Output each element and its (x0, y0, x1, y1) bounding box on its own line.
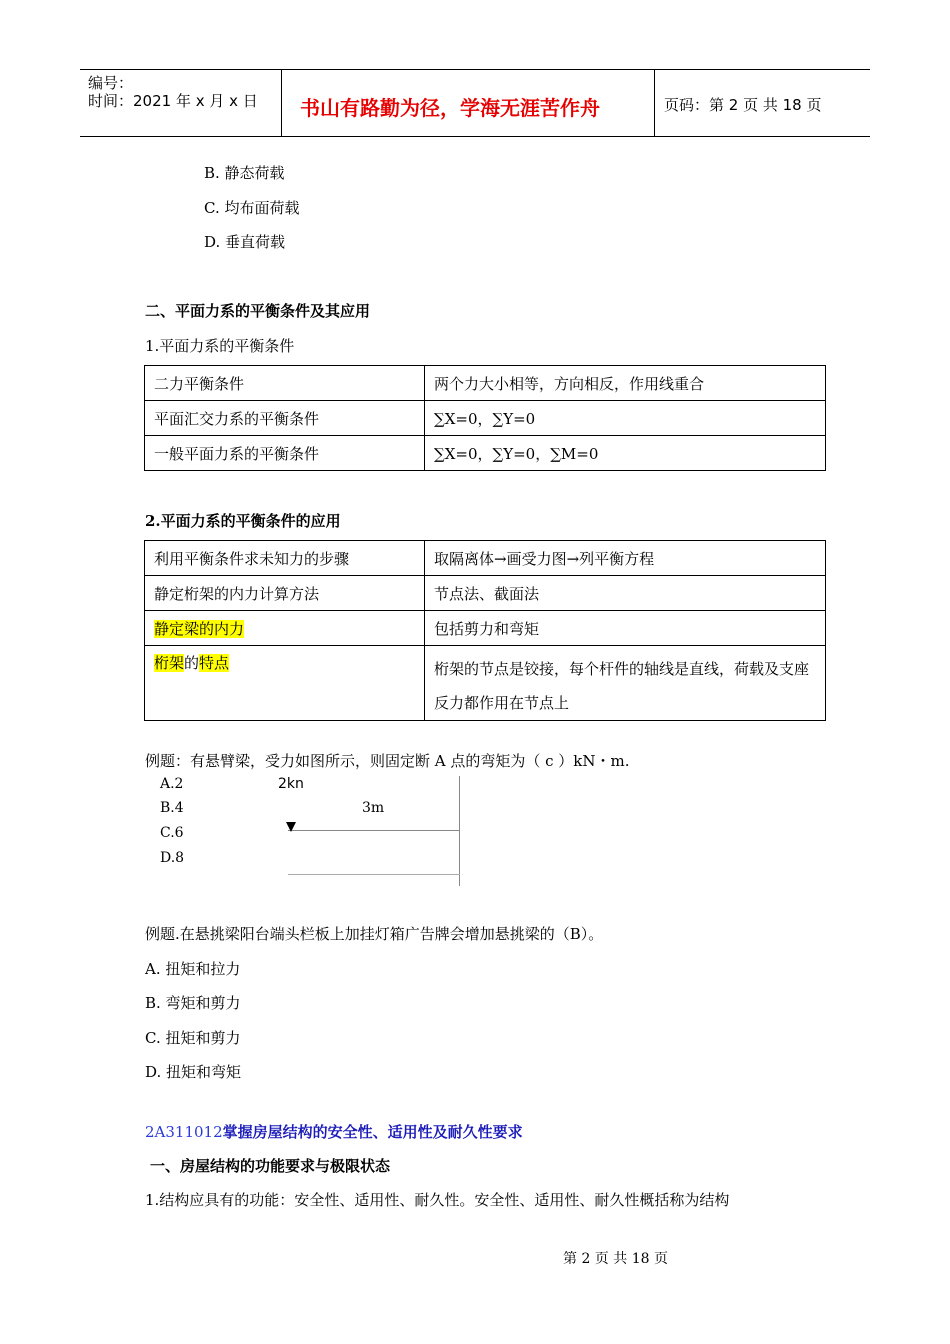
table-cell: 利用平衡条件求未知力的步骤 (145, 541, 425, 576)
table-cell: 取隔离体→画受力图→列平衡方程 (425, 541, 826, 576)
highlighted-text: 桁架 (154, 654, 185, 672)
header-divider-2 (654, 69, 655, 136)
table-row (145, 576, 826, 611)
option-c-top: C. 均布面荷载 (204, 199, 300, 217)
subsection-title-2 (145, 510, 341, 531)
section-3-subtitle-text: 一、房屋结构的功能要求与极限状态 (150, 1157, 391, 1175)
subsection-title-1: 1.平面力系的平衡条件 (145, 337, 295, 355)
table-cell: 包括剪力和弯矩 (425, 611, 826, 646)
table-row (145, 436, 826, 471)
example-2-option-d: D. 扭矩和弯矩 (145, 1063, 242, 1081)
table-cell: 一般平面力系的平衡条件 (145, 436, 425, 471)
table-cell: ∑X=0，∑Y=0，∑M=0 (425, 436, 826, 471)
table-cell: 节点法、截面法 (425, 576, 826, 611)
header-number-label: 编号： (88, 74, 134, 92)
example-2-option-b: B. 弯矩和剪力 (145, 994, 241, 1012)
table-cell (145, 646, 425, 721)
beam-line (288, 830, 460, 831)
plain-text: 的 (184, 654, 200, 672)
example-2-option-a: A. 扭矩和拉力 (145, 960, 241, 978)
table-cell: 两个力大小相等，方向相反，作用线重合 (425, 366, 826, 401)
table-cell: 桁架的节点是铰接，每个杆件的轴线是直线，荷载及支座反力都作用在节点上 (425, 646, 826, 721)
header-divider-1 (281, 69, 282, 136)
table-row (145, 366, 826, 401)
section-3-heading (145, 1121, 523, 1142)
example-1-option-c: C.6 (160, 825, 184, 841)
section-title: 二、平面力系的平衡条件及其应用 (145, 302, 371, 320)
section-3-title: 掌握房屋结构的安全性、适用性及耐久性要求 (222, 1123, 523, 1141)
header-top-rule (80, 69, 870, 70)
header-page-label: 页码：第 2 页 共 18 页 (664, 96, 822, 114)
fixed-support-wall (459, 776, 460, 886)
example-2-option-c: C. 扭矩和剪力 (145, 1029, 241, 1047)
table-row (145, 401, 826, 436)
length-label: 3m (362, 800, 385, 816)
example-1-option-d: D.8 (160, 850, 185, 866)
header-bottom-rule (80, 136, 870, 137)
table-row (145, 541, 826, 576)
highlighted-text: 静定梁的内力 (154, 619, 245, 638)
page-footer: 第 2 页 共 18 页 (563, 1251, 668, 1267)
table-cell: ∑X=0，∑Y=0 (425, 401, 826, 436)
example-1-option-b: B.4 (160, 800, 184, 816)
highlighted-text: 特点 (199, 654, 230, 672)
force-label: 2kn (278, 776, 304, 792)
section-code: 2A311012 (145, 1123, 223, 1141)
example-1-option-a: A.2 (160, 776, 184, 792)
header-time-label: 时间：2021 年 x 月 x 日 (88, 92, 258, 110)
table-row (145, 646, 826, 721)
table-cell: 平面汇交力系的平衡条件 (145, 401, 425, 436)
section-3-paragraph: 1.结构应具有的功能：安全性、适用性、耐久性。安全性、适用性、耐久性概括称为结构 (145, 1191, 730, 1209)
table-cell: 静定桁架的内力计算方法 (145, 576, 425, 611)
header-motto: 书山有路勤为径，学海无涯苦作舟 (300, 96, 600, 120)
example-1-question: 例题：有悬臂梁，受力如图所示，则固定断 A 点的弯矩为（ c ）kN・m. (145, 752, 630, 770)
section-3-subtitle (150, 1155, 390, 1176)
table-cell (145, 611, 425, 646)
table-row (145, 611, 826, 646)
arrow-down-icon (286, 822, 296, 832)
option-d-top: D. 垂直荷载 (204, 233, 286, 251)
dimension-line (288, 874, 460, 875)
equilibrium-conditions-table (144, 365, 826, 471)
application-table (144, 540, 826, 721)
subsection-title-2-text: 2.平面力系的平衡条件的应用 (145, 512, 341, 530)
option-b-top: B. 静态荷载 (204, 164, 285, 182)
example-2-question: 例题.在悬挑梁阳台端头栏板上加挂灯箱广告牌会增加悬挑梁的（B）。 (145, 925, 604, 943)
table-cell: 二力平衡条件 (145, 366, 425, 401)
